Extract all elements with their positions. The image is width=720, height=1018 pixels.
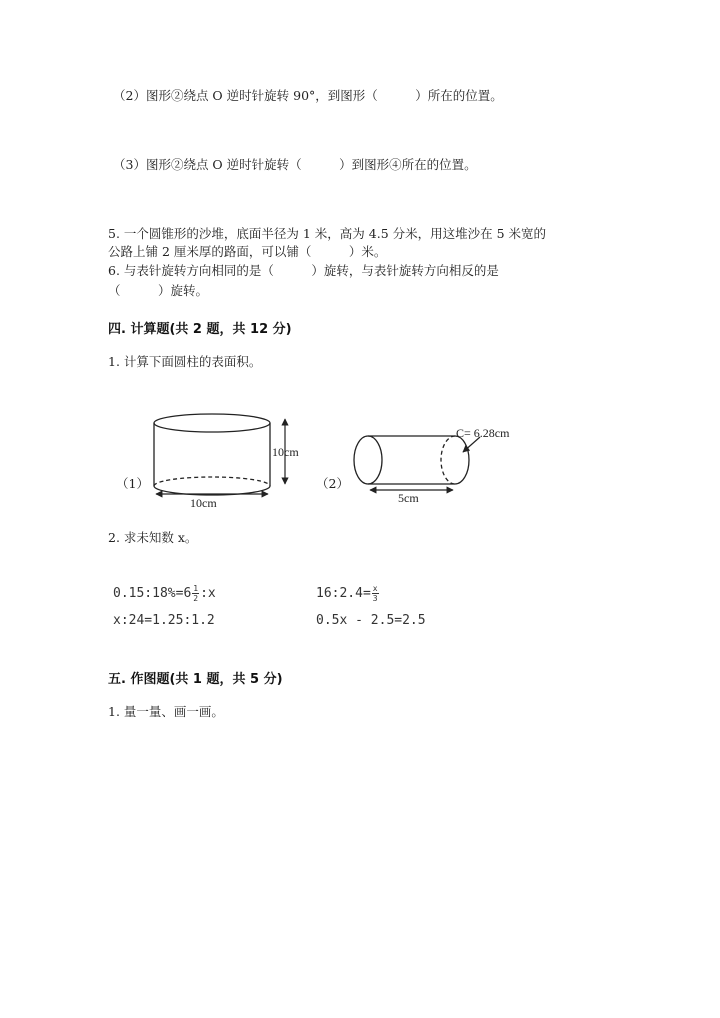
- question-4-item-3: （3）图形②绕点 O 逆时针旋转（ ）到图形④所在的位置。: [113, 157, 477, 172]
- equation-1-prefix: 0.15:18%=6: [113, 586, 192, 601]
- figure-2-label: （2）: [316, 476, 349, 491]
- length-label: 5cm: [398, 491, 419, 505]
- section-5-title: 五. 作图题(共 1 题，共 5 分): [108, 672, 283, 687]
- equation-2-prefix: 16:2.4=: [316, 586, 371, 601]
- question-5-line-1: 5. 一个圆锥形的沙堆，底面半径为 1 米，高为 4.5 分米，用这堆沙在 5 米宽的: [108, 226, 547, 241]
- diameter-label: 10cm: [190, 496, 217, 510]
- section-4-title: 四. 计算题(共 2 题，共 12 分): [108, 322, 292, 337]
- height-label: 10cm: [272, 445, 299, 459]
- equation-3: x:24=1.25:1.2: [113, 613, 215, 628]
- equation-1: [113, 584, 216, 603]
- section-4-question-2: 2. 求未知数 x。: [108, 530, 198, 545]
- equation-1-denominator: 2: [193, 594, 199, 603]
- cylinder-upright: [154, 414, 270, 495]
- question-6-line-1: 6. 与表针旋转方向相同的是（ ）旋转，与表针旋转方向相反的是: [108, 263, 499, 278]
- section-4-question-1: 1. 计算下面圆柱的表面积。: [108, 354, 262, 369]
- equation-2-denominator: 3: [372, 594, 378, 603]
- section-5-question-1: 1. 量一量、画一画。: [108, 704, 224, 719]
- equation-4: 0.5x - 2.5=2.5: [316, 613, 426, 628]
- equation-1-suffix: :x: [200, 586, 216, 601]
- equation-1-fraction: [192, 584, 199, 603]
- figure-1-label: （1）: [116, 476, 149, 491]
- equation-1-numerator: 1: [193, 584, 199, 593]
- equation-2-fraction: [372, 584, 379, 603]
- question-5-line-2: 公路上铺 2 厘米厚的路面，可以铺（ ）米。: [108, 244, 387, 259]
- equation-2: [316, 584, 380, 603]
- cylinder-horizontal: [354, 436, 469, 484]
- equation-2-numerator: x: [372, 584, 378, 593]
- circumference-label: C= 6.28cm: [456, 426, 510, 440]
- question-4-item-2: （2）图形②绕点 O 逆时针旋转 90°，到图形（ ）所在的位置。: [113, 88, 503, 103]
- question-6-line-2: （ ）旋转。: [108, 283, 209, 298]
